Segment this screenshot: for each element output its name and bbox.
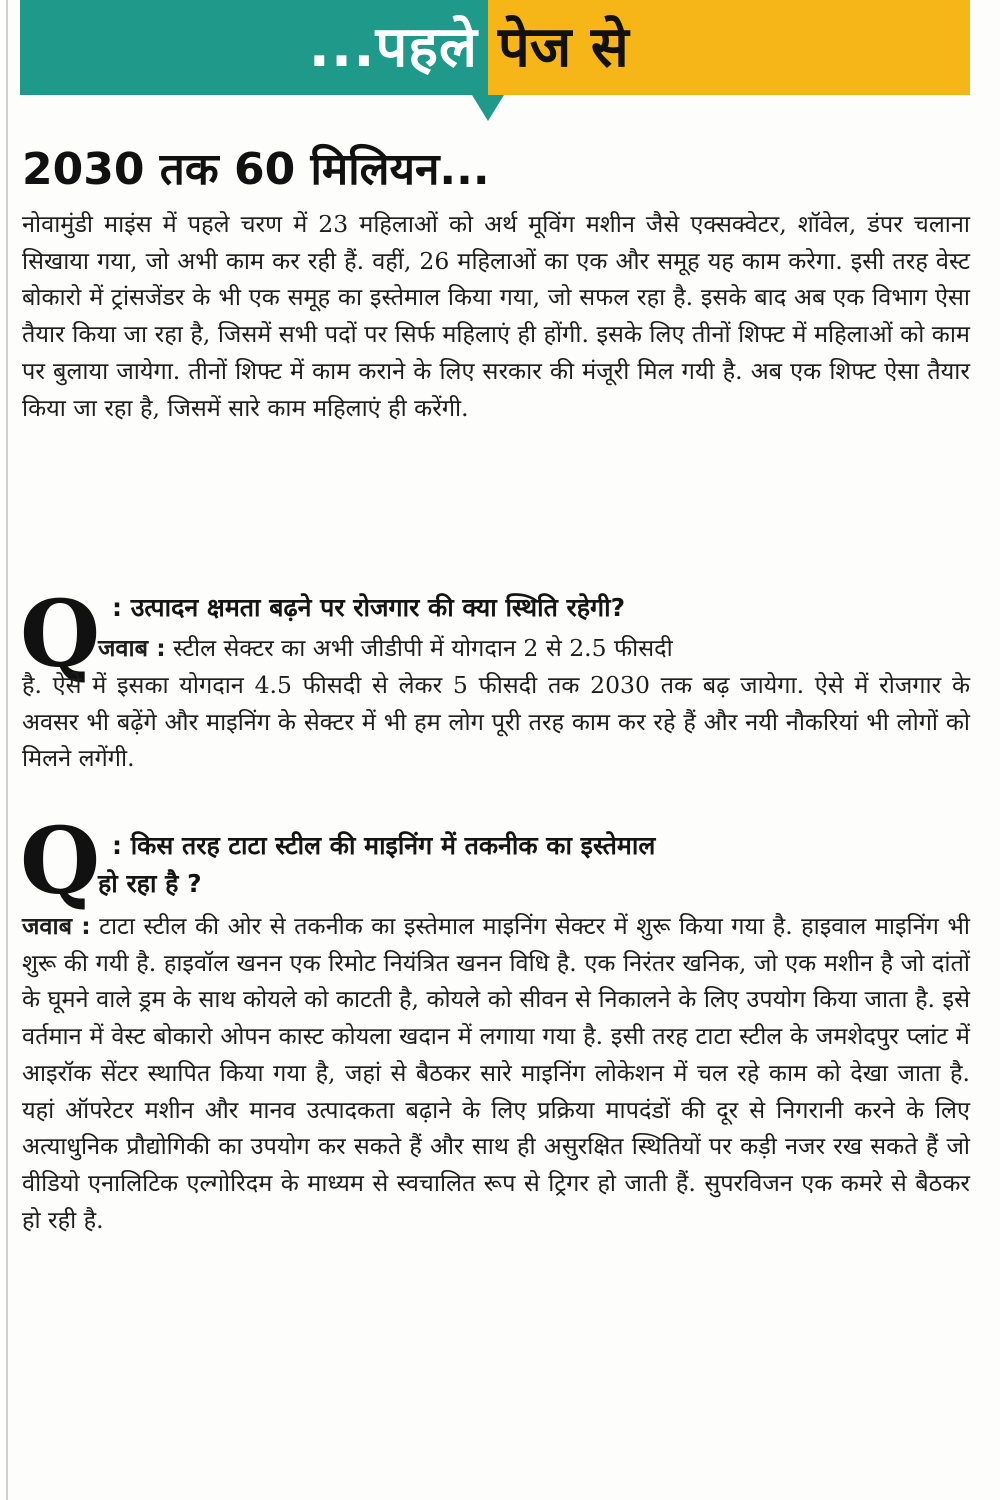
question-2-text-line2: हो रहा है ? — [98, 869, 202, 898]
banner-right-text: पेज से — [498, 15, 629, 80]
section-banner — [20, 0, 970, 95]
banner-teal-block — [20, 0, 488, 95]
answer-2-text: टाटा स्टील की ओर से तकनीक का इस्तेमाल माइनिंग सेक्टर में शुरू किया गया है. हाइवाल माइनिंग भी शुरू की गयी है. हाइवॉल खनन एक रिमोट नियंत्रित खनन विधि है. एक निरंतर खनिक, जो एक मशीन है जो दांतों के घूमने वाले ड्रम के साथ कोयले को काटती है, कोयले को सीवन से निकालने के लिए उपयोग किया जाता है. इसे वर्तमान में वेस्ट बोकारो ओपन कास्ट कोयला खदान में लगाया गया है. इसी तरह टाटा स्टील के जमशेदपुर प्लांट में आइरॉक सेंटर स्थापित किया गया है, जहां से बैठकर सारे माइनिंग लोकेशन में चल रहे काम को देखा जाता है. यहां ऑपरेटर मशीन और मानव उत्पादकता बढ़ाने के लिए प्रक्रिया मापदंडों की दूर से निगरानी करने के लिए अत्याधुनिक प्रौद्योगिकी का उपयोग कर सकते हैं और साथ ही असुरक्षित स्थितियों पर कड़ी नजर रख सकते हैं जो वीडियो एनालिटिक एल्गोरिदम के माध्यम से स्वचालित रूप से ट्रिगर हो जाती हैं. सुपरविजन एक कमरे से बैठकर हो रही है. — [22, 912, 970, 1234]
answer-1-paragraph: है. ऐसे में इसका योगदान 4.5 फीसदी से लेकर 5 फीसदी तक 2030 तक बढ़ जायेगा. ऐसे में रोजगार के अवसर भी बढ़ेंगे और माइनिंग के सेक्टर में भी हम लोग पूरी तरह काम कर रहे हैं और नयी नौकरियां भी लोगों को मिलने लगेंगी. — [22, 671, 970, 773]
banner-yellow-block — [488, 0, 970, 95]
answer-1-first-line — [98, 630, 970, 667]
banner-left-text: ...पहले — [308, 15, 478, 80]
answer-2-paragraph — [22, 908, 970, 1488]
question-2-text-line1: : किस तरह टाटा स्टील की माइनिंग में तकनीक का इस्तेमाल — [112, 831, 656, 860]
column-rule — [6, 0, 8, 1500]
answer-2-label: जवाब : — [22, 912, 91, 940]
article-intro-paragraph: नोवामुंडी माइंस में पहले चरण में 23 महिलाओं को अर्थ मूविंग मशीन जैसे एक्सक्वेटर, शॉवेल, डंपर चलाना सिखाया गया, जो अभी काम कर रही हैं. वहीं, 26 महिलाओं का एक और समूह यह काम करेगा. इसी तरह वेस्ट बोकारो में ट्रांसजेंडर के भी एक समूह का इस्तेमाल किया गया, जो सफल रहा है. इसके बाद अब एक विभाग ऐसा तैयार किया जा रहा है, जिसमें सभी पदों पर सिर्फ महिलाएं ही होंगी. इसके लिए तीनों शिफ्ट में महिलाओं को काम पर बुलाया जायेगा. तीनों शिफ्ट में काम कराने के लिए सरकार की मंजूरी मिल गयी है. अब एक शिफ्ट ऐसा तैयार किया जा रहा है, जिसमें सारे काम महिलाएं ही करेंगी. — [22, 210, 970, 422]
question-marker-2: Q — [20, 807, 101, 915]
question-marker-1: Q — [20, 580, 101, 688]
banner-notch — [472, 95, 504, 121]
answer-1-first-text: स्टील सेक्टर का अभी जीडीपी में योगदान 2 से 2.5 फीसदी — [165, 634, 673, 662]
article-headline: 2030 तक 60 मिलियन... — [22, 144, 490, 195]
answer-1-label: जवाब : — [98, 634, 166, 662]
question-1-text: : उत्पादन क्षमता बढ़ने पर रोजगार की क्या स्थिति रहेगी? — [112, 593, 626, 622]
